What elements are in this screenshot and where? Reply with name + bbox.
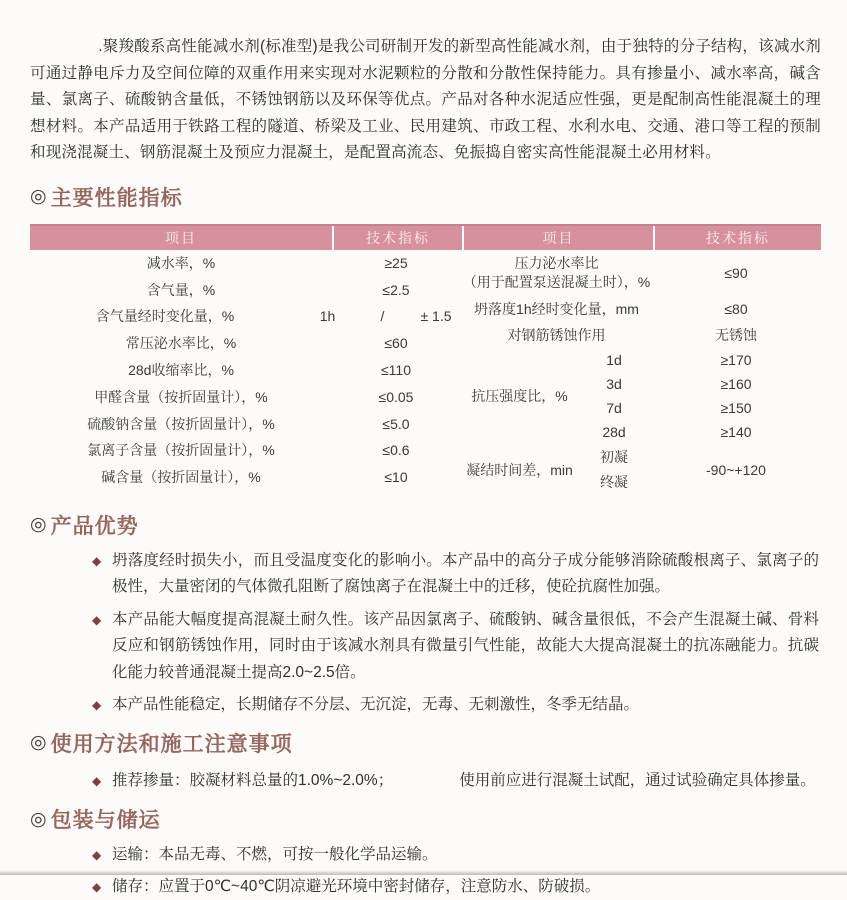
table-cell-label: 坍落度1h经时变化量，mm [462, 299, 651, 319]
table-row [30, 437, 462, 464]
diamond-bullet-icon: ◆ [92, 874, 112, 900]
diamond-bullet-icon: ◆ [92, 692, 112, 719]
table-cell-label: 凝结时间差，min [462, 445, 577, 495]
table-row [30, 410, 462, 437]
diamond-bullet-icon: ◆ [92, 768, 112, 795]
column-header-spec-right: 技术指标 [655, 226, 821, 250]
section-heading-packaging [30, 804, 821, 834]
table-row [30, 464, 462, 491]
table-row [30, 357, 462, 384]
table-row-strength-ratio [462, 348, 821, 445]
table-row [30, 276, 462, 303]
section-title: 产品优势 [51, 510, 139, 540]
usage-dosage-line [30, 768, 821, 795]
table-body [30, 250, 821, 495]
list-item-text: 本产品性能稳定，长期储存不分层、无沉淀，无毒、无刺激性，冬季无结晶。 [112, 692, 821, 719]
table-cell-value: ≥140 [651, 420, 821, 444]
usage-text [112, 768, 821, 795]
section-heading-usage [30, 728, 821, 758]
double-circle-icon: ◎ [30, 513, 47, 536]
table-cell-slash: / [355, 308, 410, 324]
list-item [30, 874, 821, 900]
table-cell-value: 无锈蚀 [651, 325, 821, 345]
diamond-bullet-icon: ◆ [92, 607, 112, 687]
intro-paragraph: .聚羧酸系高性能减水剂(标准型)是我公司研制开发的新型高性能减水剂，由于独特的分子结构，该减水剂可通过静电斥力及空间位障的双重作用来实现对水泥颗粒的分散和分散性保持能力。具有掺量小、减水率高，碱含量、氯离子、硫酸钠含量低，不锈蚀钢筋以及环保等优点。产品对各种水泥适应性强，更是配制高性能混凝土的理想材料。本产品适用于铁路工程的隧道、桥梁及工业、民用建筑、市政工程、水利水电、交通、港口等工程的预制和现浇混凝土、钢筋混凝土及预应力混凝土，是配置高流态、免振捣自密实高性能混凝土必用材料。 [30, 34, 821, 167]
section-heading-performance [30, 182, 821, 212]
table-cell-label: 28d收缩率比，% [30, 360, 332, 380]
table-cell-label: 抗压强度比，% [462, 348, 577, 445]
table-left-half [30, 250, 462, 495]
table-cell-value: ≤0.6 [332, 442, 460, 458]
scan-edge-shadow [0, 870, 847, 875]
table-subcolumn-ages [577, 348, 651, 445]
table-cell-value: ≤60 [332, 335, 460, 351]
usage-note-text: 使用前应进行混凝土试配，通过试验确定具体掺量。 [459, 772, 816, 789]
table-cell-value: ≤0.05 [332, 389, 460, 405]
table-cell-value: ≤2.5 [332, 282, 460, 298]
list-item [30, 607, 821, 687]
table-cell-label: 减水率，% [30, 253, 332, 273]
table-cell-label: 含气量经时变化量，% [30, 306, 300, 326]
table-cell-value: -90~+120 [651, 445, 821, 495]
table-subcolumn-setting [577, 445, 651, 495]
table-cell-value: ≥25 [332, 255, 460, 271]
table-cell-value: ± 1.5 [410, 308, 462, 324]
table-row [30, 383, 462, 410]
table-cell-value: ≤10 [332, 469, 460, 485]
list-item-text: 本产品能大幅度提高混凝土耐久性。该产品因氯离子、硫酸钠、碱含量很低，不会产生混凝土碱、骨料反应和钢筋锈蚀作用，同时由于该减水剂具有微量引气性能，故能大大提高混凝土的抗冻融能力。抗碳化能力较普通混凝土提高2.0~2.5倍。 [112, 607, 821, 687]
double-circle-icon: ◎ [30, 731, 47, 754]
section-title: 主要性能指标 [51, 182, 183, 212]
table-row-setting-time [462, 445, 821, 495]
table-cell-label: 碱含量（按折固量计），% [30, 467, 332, 487]
advantages-list [30, 548, 821, 719]
table-cell-value: ≥170 [651, 348, 821, 372]
list-item [30, 548, 821, 601]
label-line: （用于配置泵送混凝土时），% [462, 273, 651, 292]
table-cell-label: 氯离子含量（按折固量计），% [30, 440, 332, 460]
table-subcolumn-values [651, 348, 821, 445]
table-cell-label: 硫酸钠含量（按折固量计），% [30, 414, 332, 434]
dosage-text: 推荐掺量：胶凝材料总量的1.0%~2.0%； [112, 772, 393, 789]
table-cell-value: ≤90 [651, 265, 821, 281]
table-cell-label [462, 254, 651, 292]
table-cell-label: 常压泌水率比，% [30, 333, 332, 353]
table-cell-value: ≤80 [651, 301, 821, 317]
list-item-text: 坍落度经时损失小，而且受温度变化的影响小。本产品中的高分子成分能够消除硫酸根离子、氯离子的极性，大量密闭的气体微孔阻断了腐蚀离子在混凝土中的迁移，使砼抗腐性加强。 [112, 548, 821, 601]
setting-sub-label: 初凝 [577, 445, 651, 470]
double-circle-icon: ◎ [30, 808, 47, 831]
label-line: 压力泌水率比 [462, 254, 651, 273]
table-cell-time: 1h [300, 308, 355, 324]
age-label: 7d [577, 396, 651, 420]
column-header-item-right: 项目 [464, 226, 655, 250]
table-row [462, 322, 821, 348]
table-row [30, 250, 462, 277]
table-row [30, 330, 462, 357]
double-circle-icon: ◎ [30, 185, 47, 208]
table-cell-value: ≤110 [332, 362, 460, 378]
list-item [30, 842, 821, 869]
column-header-item-left: 项目 [30, 226, 334, 250]
table-cell-value: ≥160 [651, 372, 821, 396]
age-label: 3d [577, 372, 651, 396]
table-cell-label: 甲醛含量（按折固量计），% [30, 387, 332, 407]
table-cell-label: 对钢筋锈蚀作用 [462, 325, 651, 345]
table-right-half [462, 250, 821, 495]
diamond-bullet-icon: ◆ [92, 842, 112, 869]
table-cell-label: 含气量，% [30, 280, 332, 300]
table-row [462, 296, 821, 322]
section-title: 包装与储运 [51, 804, 161, 834]
section-title: 使用方法和施工注意事项 [51, 728, 293, 758]
list-item-text: 运输：本品无毒、不燃，可按一般化学品运输。 [112, 842, 821, 869]
age-label: 28d [577, 420, 651, 444]
column-header-spec-left: 技术指标 [334, 226, 464, 250]
age-label: 1d [577, 348, 651, 372]
setting-sub-label: 终凝 [577, 470, 651, 495]
performance-table [30, 224, 821, 495]
table-row [462, 250, 821, 296]
diamond-bullet-icon: ◆ [92, 548, 112, 601]
table-cell-value: ≤5.0 [332, 416, 460, 432]
table-row [30, 303, 462, 330]
list-item-text: 储存：应置于0℃~40℃阴凉避光环境中密封储存，注意防水、防破损。 [112, 874, 821, 900]
table-header-row [30, 224, 821, 250]
table-cell-value: ≥150 [651, 396, 821, 420]
section-heading-advantages [30, 510, 821, 540]
list-item [30, 692, 821, 719]
